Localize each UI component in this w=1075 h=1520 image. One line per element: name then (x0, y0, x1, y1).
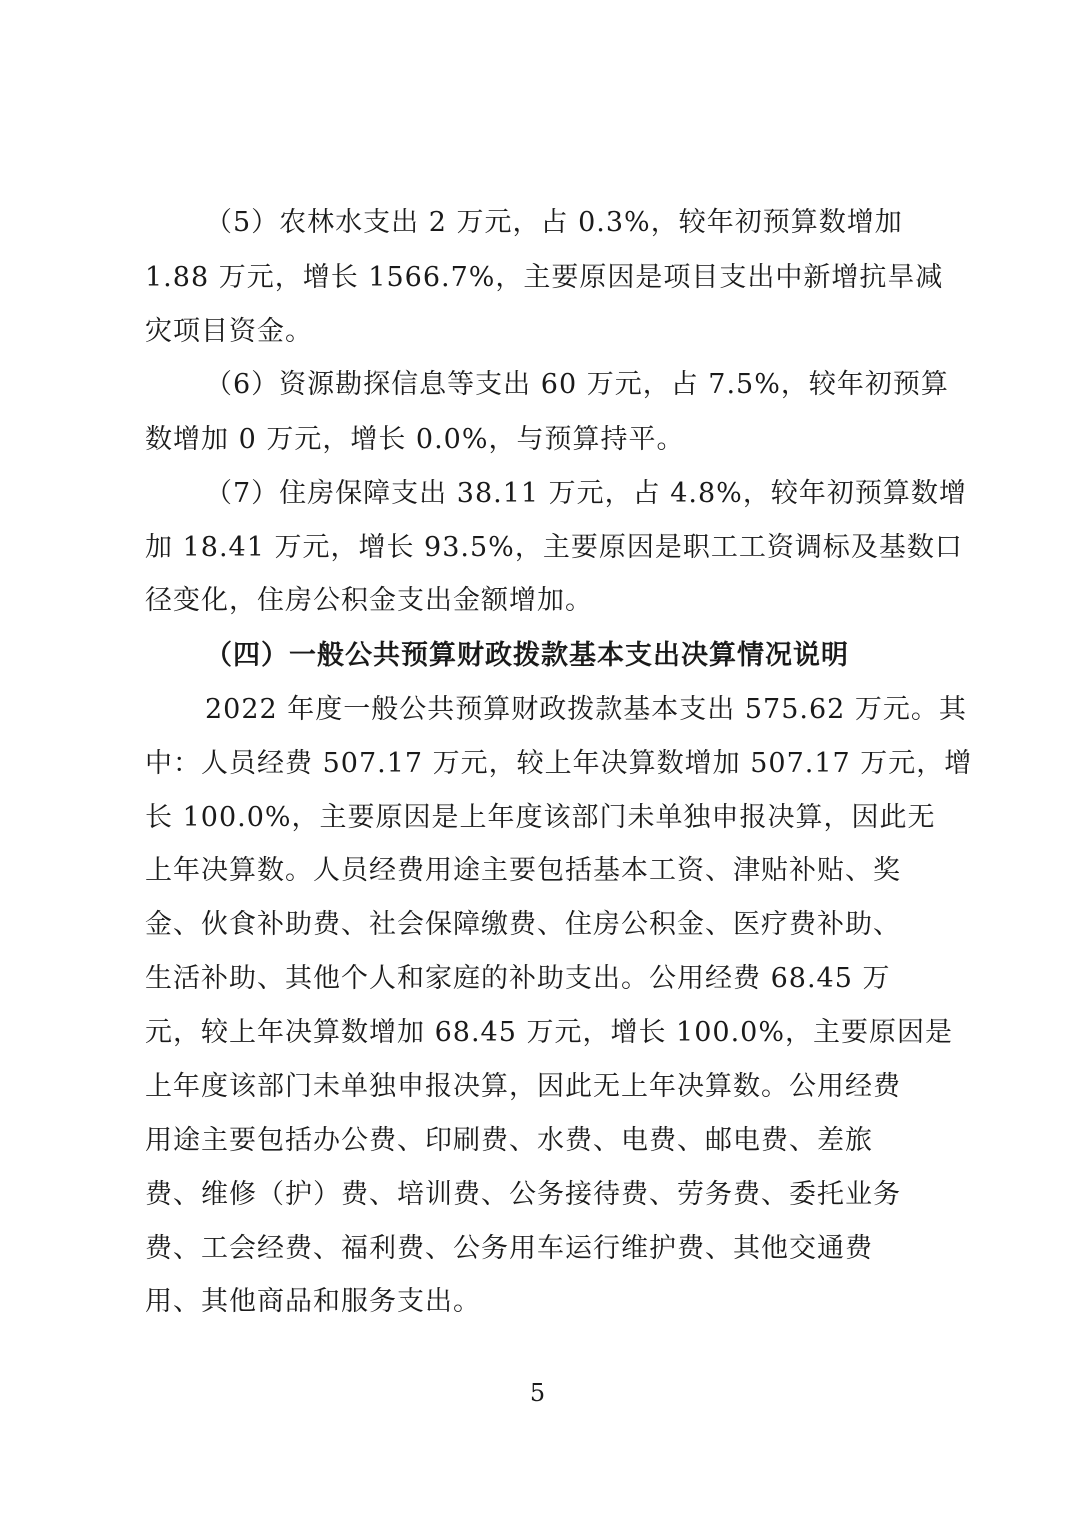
section-heading: （四）一般公共预算财政拨款基本支出决算情况说明 (205, 640, 849, 671)
basic-expenditure-line-7: 元，较上年决算数增加 68.45 万元，增长 100.0%，主要原因是 (145, 1017, 953, 1048)
basic-expenditure-line-2: 中：人员经费 507.17 万元，较上年决算数增加 507.17 万元，增 (145, 748, 973, 779)
basic-expenditure-line-8: 上年度该部门未单独申报决算，因此无上年决算数。公用经费 (145, 1071, 901, 1102)
basic-expenditure-line-6: 生活补助、其他个人和家庭的补助支出。公用经费 68.45 万 (145, 963, 891, 994)
basic-expenditure-line-3: 长 100.0%，主要原因是上年度该部门未单独申报决算，因此无 (145, 802, 936, 833)
paragraph-5-line-2: 1.88 万元，增长 1566.7%，主要原因是项目支出中新增抗旱减 (145, 262, 944, 293)
basic-expenditure-line-11: 费、工会经费、福利费、公务用车运行维护费、其他交通费 (145, 1233, 873, 1264)
paragraph-7-line-1: （7）住房保障支出 38.11 万元，占 4.8%，较年初预算数增 (205, 478, 967, 509)
basic-expenditure-line-5: 金、伙食补助费、社会保障缴费、住房公积金、医疗费补助、 (145, 909, 901, 940)
basic-expenditure-line-9: 用途主要包括办公费、印刷费、水费、电费、邮电费、差旅 (145, 1125, 873, 1156)
basic-expenditure-line-12: 用、其他商品和服务支出。 (145, 1286, 481, 1317)
paragraph-5-line-1: （5）农林水支出 2 万元，占 0.3%，较年初预算数增加 (205, 207, 903, 238)
paragraph-6-line-1: （6）资源勘探信息等支出 60 万元，占 7.5%，较年初预算 (205, 369, 949, 400)
paragraph-7-line-3: 径变化，住房公积金支出金额增加。 (145, 585, 593, 616)
basic-expenditure-line-4: 上年决算数。人员经费用途主要包括基本工资、津贴补贴、奖 (145, 855, 901, 886)
paragraph-6-line-2: 数增加 0 万元，增长 0.0%，与预算持平。 (145, 424, 685, 455)
page-number: 5 (529, 1379, 546, 1407)
paragraph-7-line-2: 加 18.41 万元，增长 93.5%，主要原因是职工工资调标及基数口 (145, 532, 963, 563)
basic-expenditure-line-10: 费、维修（护）费、培训费、公务接待费、劳务费、委托业务 (145, 1179, 901, 1210)
basic-expenditure-line-1: 2022 年度一般公共预算财政拨款基本支出 575.62 万元。其 (205, 694, 967, 725)
paragraph-5-line-3: 灾项目资金。 (145, 316, 313, 347)
